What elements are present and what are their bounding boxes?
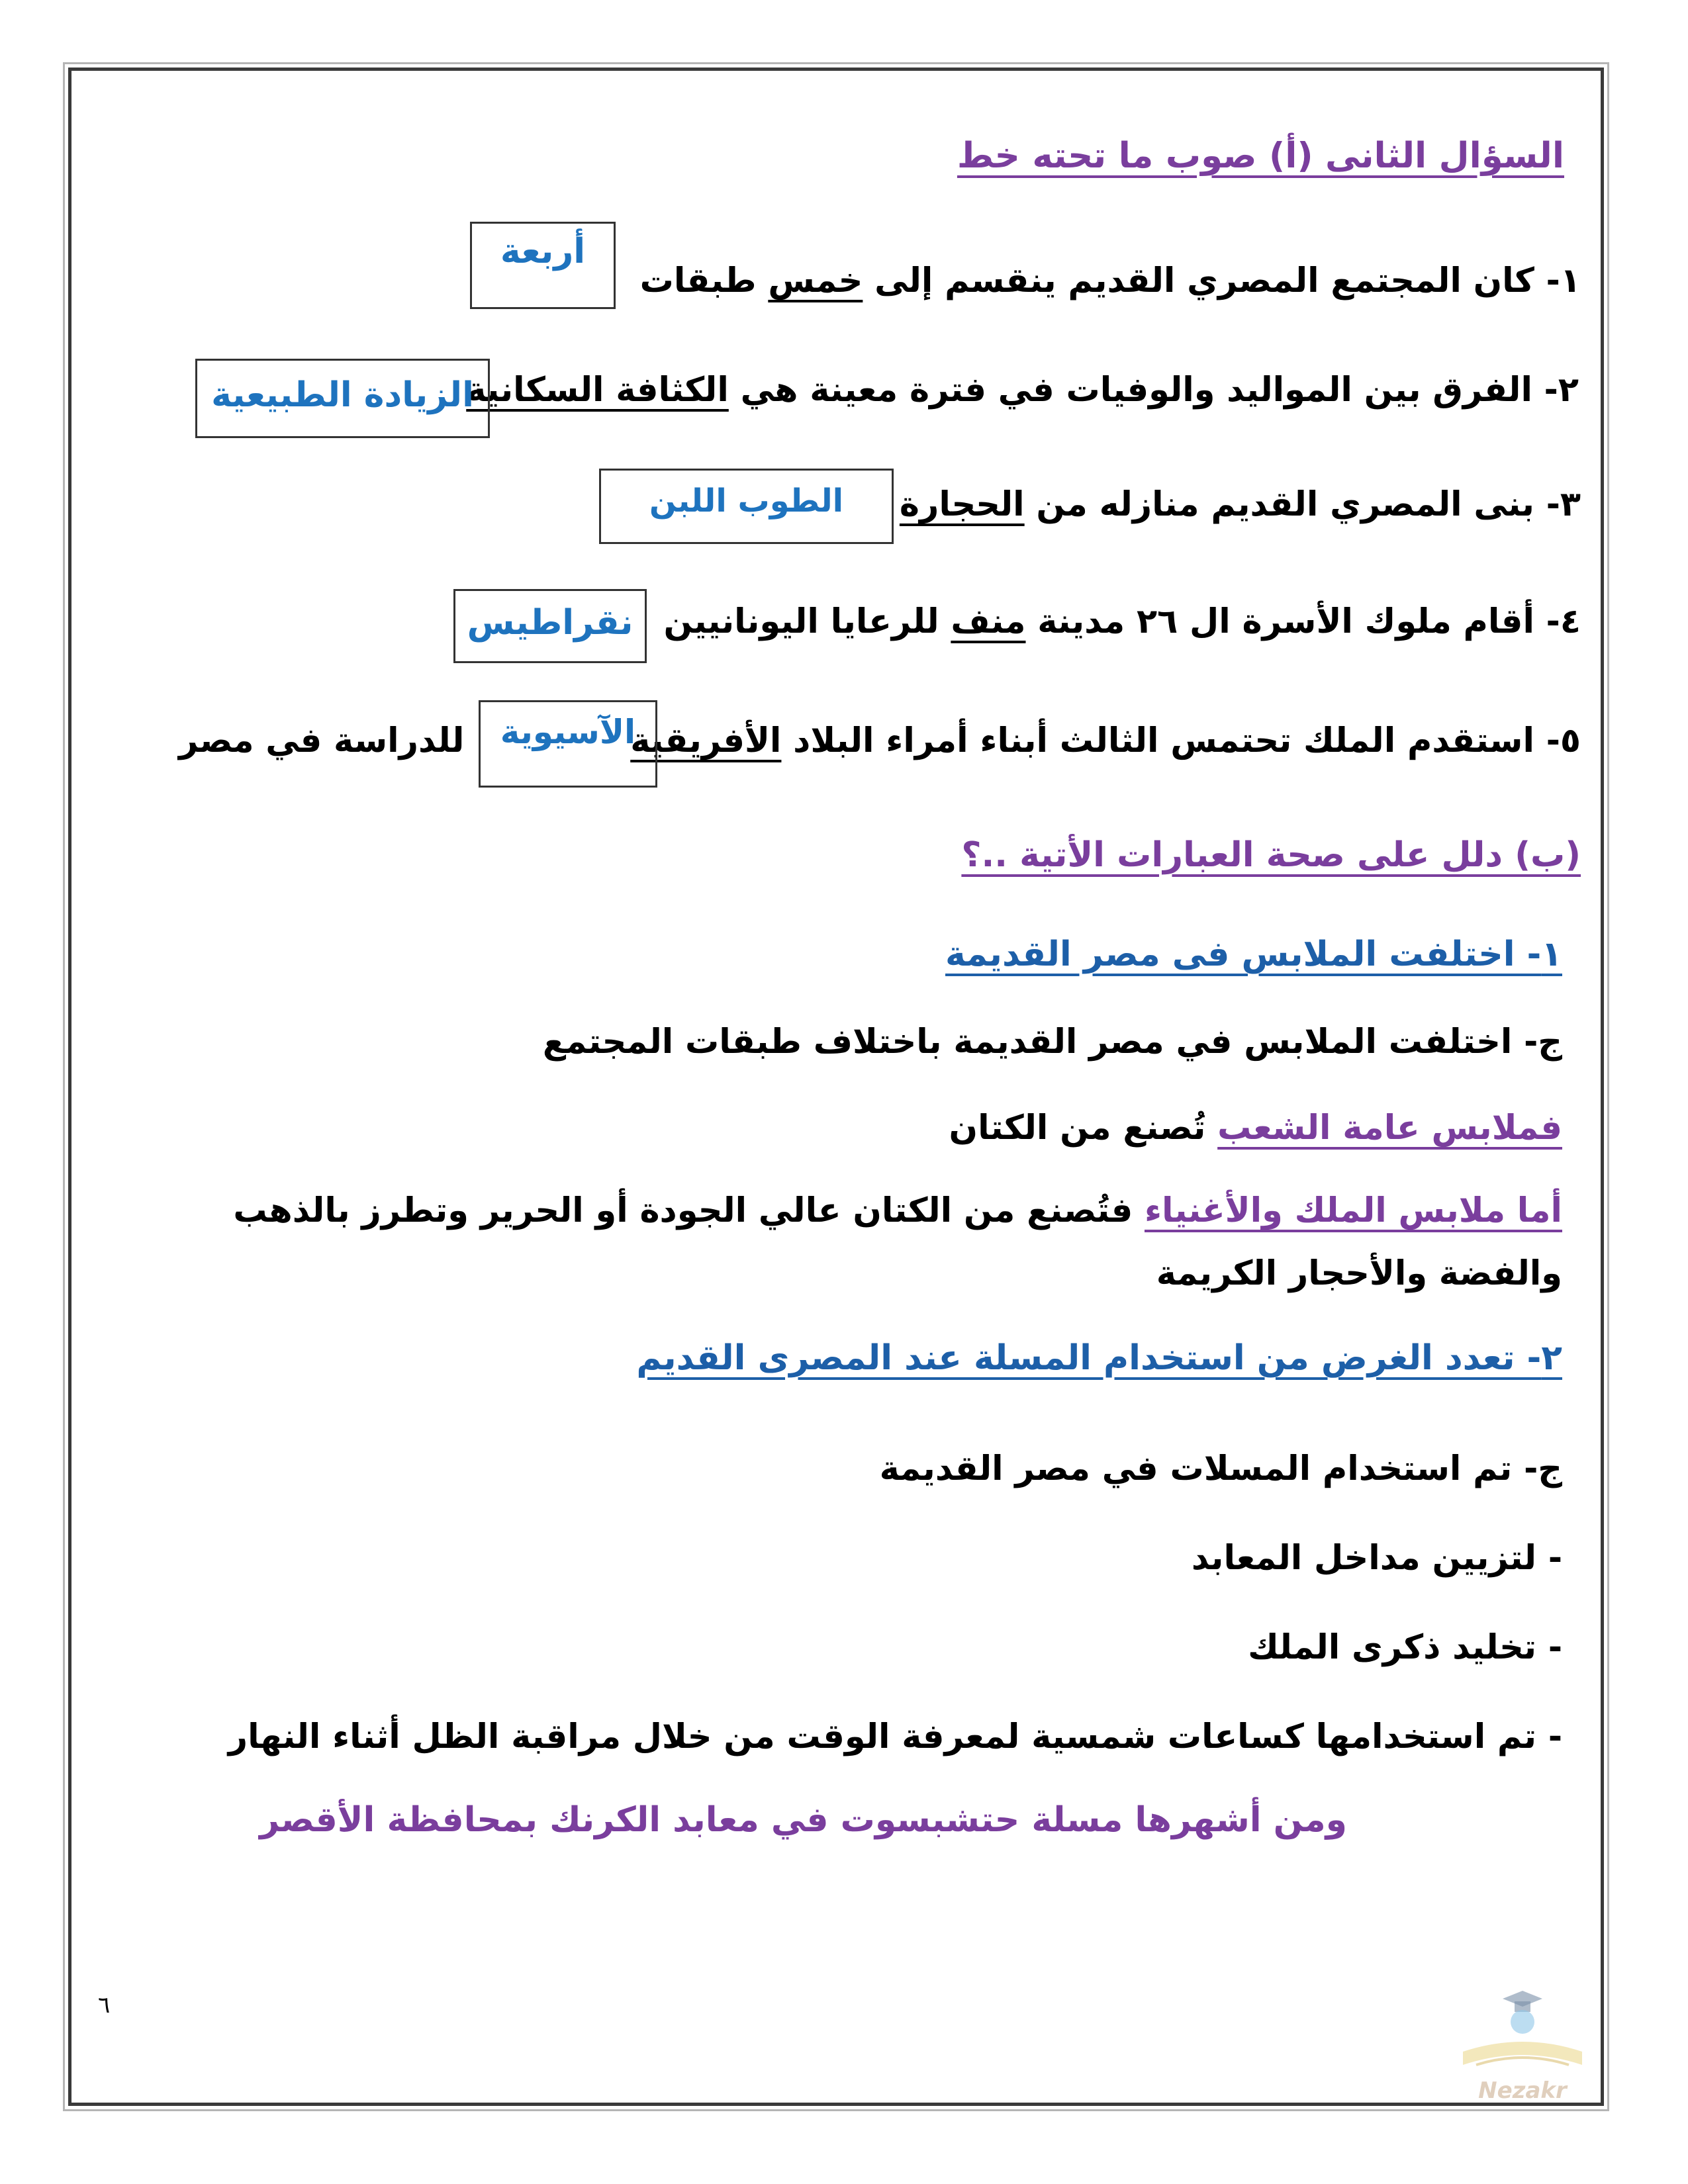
b1-rich-rest: فتُصنع من الكتان عالي الجودة أو الحرير وتطرز بالذهب (233, 1191, 1145, 1230)
question-a5 (630, 721, 1581, 760)
a1-underlined: خمس (768, 261, 863, 300)
graduation-book-logo (1436, 1979, 1615, 2111)
b1-rich-line (233, 1191, 1562, 1230)
b2-answer-intro: ج- تم استخدام المسلات في مصر القديمة (879, 1449, 1562, 1488)
question-a3 (900, 485, 1581, 524)
a2-text: ٢- الفرق بين المواليد والوفيات في فترة معينة هي (728, 371, 1579, 410)
a4-underlined: منف (951, 602, 1026, 641)
question-a2 (466, 371, 1579, 410)
answer-box-a4: نقراطيس (453, 589, 647, 663)
b2-statement: ٢- تعدد الغرض من استخدام المسلة عند المصرى القديم (636, 1338, 1562, 1378)
b1-rich-line-2: والفضة والأحجار الكريمة (1156, 1254, 1562, 1293)
a3-text: ٣- بنى المصري القديم منازله من (1024, 485, 1581, 524)
logo-text: Nezakr (1478, 2077, 1567, 2104)
b2-point-3: - تم استخدامها كساعات شمسية لمعرفة الوقت من خلال مراقبة الظل أثناء النهار (228, 1717, 1562, 1756)
question-a1 (640, 261, 1581, 300)
a1-text: ١- كان المجتمع المصري القديم ينقسم إلى (863, 261, 1581, 300)
answer-box-a5: الآسيوية (479, 700, 657, 788)
a4-text-end: للرعايا اليونانيين (663, 602, 951, 641)
b1-answer-intro: ج- اختلفت الملابس في مصر القديمة باختلاف طبقات المجتمع (542, 1023, 1562, 1062)
a5-text-end: للدراسة في مصر (179, 721, 465, 760)
b2-famous: ومن أشهرها مسلة حتشبسوت في معابد الكرنك بمحافظة الأقصر (259, 1800, 1347, 1840)
b1-common-rest: تُصنع من الكتان (949, 1109, 1218, 1148)
part-b-title: (ب) دلل على صحة العبارات الأتية ..؟ (961, 835, 1581, 875)
a1-text-end: طبقات (639, 261, 769, 300)
answer-box-a1: أربعة (470, 222, 616, 309)
b1-common-line (949, 1109, 1562, 1148)
page-number: ٦ (98, 1992, 111, 2019)
b2-point-1: - لتزيين مداخل المعابد (1191, 1539, 1562, 1578)
a5-underlined: الأفريقية (630, 721, 782, 760)
part-a-title: السؤال الثانى (أ) صوب ما تحته خط (957, 136, 1564, 176)
b1-common-label: فملابس عامة الشعب (1217, 1109, 1562, 1148)
a3-underlined: الحجارة (899, 485, 1025, 524)
answer-box-a2: الزيادة الطبيعية (195, 359, 490, 438)
answer-box-a3: الطوب اللبن (599, 469, 894, 544)
a2-underlined: الكثافة السكانية (466, 371, 729, 410)
b2-point-2: - تخليد ذكرى الملك (1248, 1628, 1562, 1667)
a4-text: ٤- أقام ملوك الأسرة ال ٢٦ مدينة (1025, 602, 1581, 641)
b1-statement: ١- اختلفت الملابس فى مصر القديمة (945, 934, 1562, 974)
question-a4 (663, 602, 1581, 641)
a5-text: ٥- استقدم الملك تحتمس الثالث أبناء أمراء البلاد (781, 721, 1581, 760)
b1-rich-label: أما ملابس الملك والأغنياء (1144, 1191, 1562, 1230)
